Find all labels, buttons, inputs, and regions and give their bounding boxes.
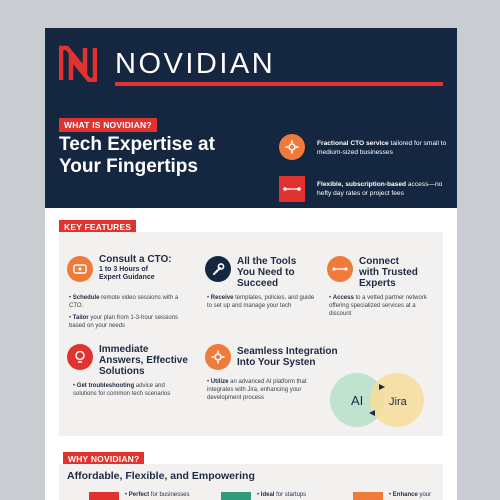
gear-icon [279,134,305,160]
why-bar-2 [221,492,251,500]
feature-connect-title-line1: Connect [359,256,399,267]
hero-title-line2: Your Fingertips [59,156,198,177]
feature-consult-subtitle [99,266,155,282]
bullet-text: templates, policies, and guide to set up and manage your tech [207,295,315,309]
brand-underline [115,82,443,86]
why-item-text: your [417,492,432,498]
why-item-1: • Perfect for businesses [125,492,190,498]
why-item-3: • Enhance your [389,492,432,498]
bullet-text: an advanced AI platform that integrates with Jira, enhancing your development process [207,379,307,401]
feature-integration-bullet-1: • Utilize an advanced AI platform that integrates with Jira, enhancing your development process [207,379,307,401]
hero-item-sub-bold: Flexible, subscription-based [317,181,407,188]
venn-label-ai: AI [351,393,364,408]
hero-item-subscription [317,180,449,198]
arrows-icon [279,176,305,202]
novidian-logo-icon [59,44,97,82]
feature-tools-title-line3: Succeed [237,278,279,289]
bullet-bold: Get troubleshooting [76,383,135,389]
brand-name: NOVIDIAN [115,48,276,80]
hero-section [45,28,457,208]
bullet-bold: Utilize [210,379,229,385]
feature-tools-bullet-1: • Receive templates, policies, and guide to set up and manage your tech [207,295,315,309]
feature-integration-title-line1: Seamless Integration [237,346,338,357]
feature-connect-title-line3: Experts [359,278,396,289]
feature-answers-title-line2: Answers, Effective [99,355,188,366]
feature-consult-subtitle-line1: 1 to 3 Hours of [99,266,149,273]
feature-integration-title-line2: Into Your Systen [237,357,316,368]
venn-label-jira: Jira [389,396,407,408]
feature-consult-subtitle-line2: Expert Guidance [99,274,155,281]
connect-icon [327,256,353,282]
bullet-text: remote video sessions with a CTO. [69,295,179,309]
bullet-bold: Receive [210,295,234,301]
feature-integration-title [237,346,338,368]
why-bar-3 [353,492,383,500]
why-item-bold: Ideal [260,492,275,498]
why-item-2: • Ideal for startups [257,492,307,498]
video-call-icon [67,256,93,282]
wrench-icon [205,256,231,282]
why-item-text: for businesses [149,492,190,498]
why-item-bold: Enhance [392,492,418,498]
ai-jira-venn-diagram [321,370,431,430]
feature-tools-title [237,256,296,289]
feature-tools-title-line1: All the Tools [237,256,297,267]
hero-item-sub-text: access—no hefty day rates or project fees [317,181,443,197]
bullet-bold: Access [332,295,354,301]
flyer-page [45,28,457,500]
section-tag-what: WHAT IS NOVIDIAN? [59,118,157,132]
feature-connect-bullet-1: • Access to a vetted partner network offering specialized services at a discount [329,295,427,317]
feature-answers-title-line1: Immediate [99,344,149,355]
hero-item-cto-bold: Fractional CTO service [317,140,389,147]
feature-answers-title-line3: Solutions [99,366,145,377]
feature-consult-bullet-1: • Schedule remote video sessions with a CTO. [69,295,179,309]
bullet-bold: Schedule [72,295,100,301]
feature-consult-title: Consult a CTO: [99,254,172,265]
why-item-text: for startups [274,492,307,498]
bullet-text: your plan from 1-3-hour sessions based on your needs [69,315,179,329]
bullet-bold: Tailor [72,315,89,321]
feature-connect-title [359,256,418,289]
hero-item-cto-text: tailored for small to medium-sized businesses [317,140,447,156]
section-tag-why: WHY NOVIDIAN? [63,452,144,466]
bullet-text: to a vetted partner network offering specialized services at a discount [329,295,427,317]
gear-icon [205,344,231,370]
bullet-text: advice and solutions for common tech scenarios [73,383,171,397]
section-tag-features: KEY FEATURES [59,220,136,234]
why-item-bold: Perfect [128,492,150,498]
why-panel [59,464,443,500]
feature-tools-title-line2: You Need to [237,267,295,278]
hero-item-cto [317,139,449,157]
hero-title [59,134,215,178]
features-panel [59,232,443,436]
feature-answers-bullet-1: • Get troubleshooting advice and solutions for common tech scenarios [73,383,171,397]
lightbulb-icon [67,344,93,370]
feature-consult-bullet-2: • Tailor your plan from 1-3-hour sessions based on your needs [69,315,179,329]
why-bar-1 [89,492,119,500]
hero-title-line1: Tech Expertise at [59,134,215,155]
why-title: Affordable, Flexible, and Empowering [67,470,255,482]
feature-connect-title-line2: with Trusted [359,267,418,278]
feature-answers-title [99,344,188,377]
